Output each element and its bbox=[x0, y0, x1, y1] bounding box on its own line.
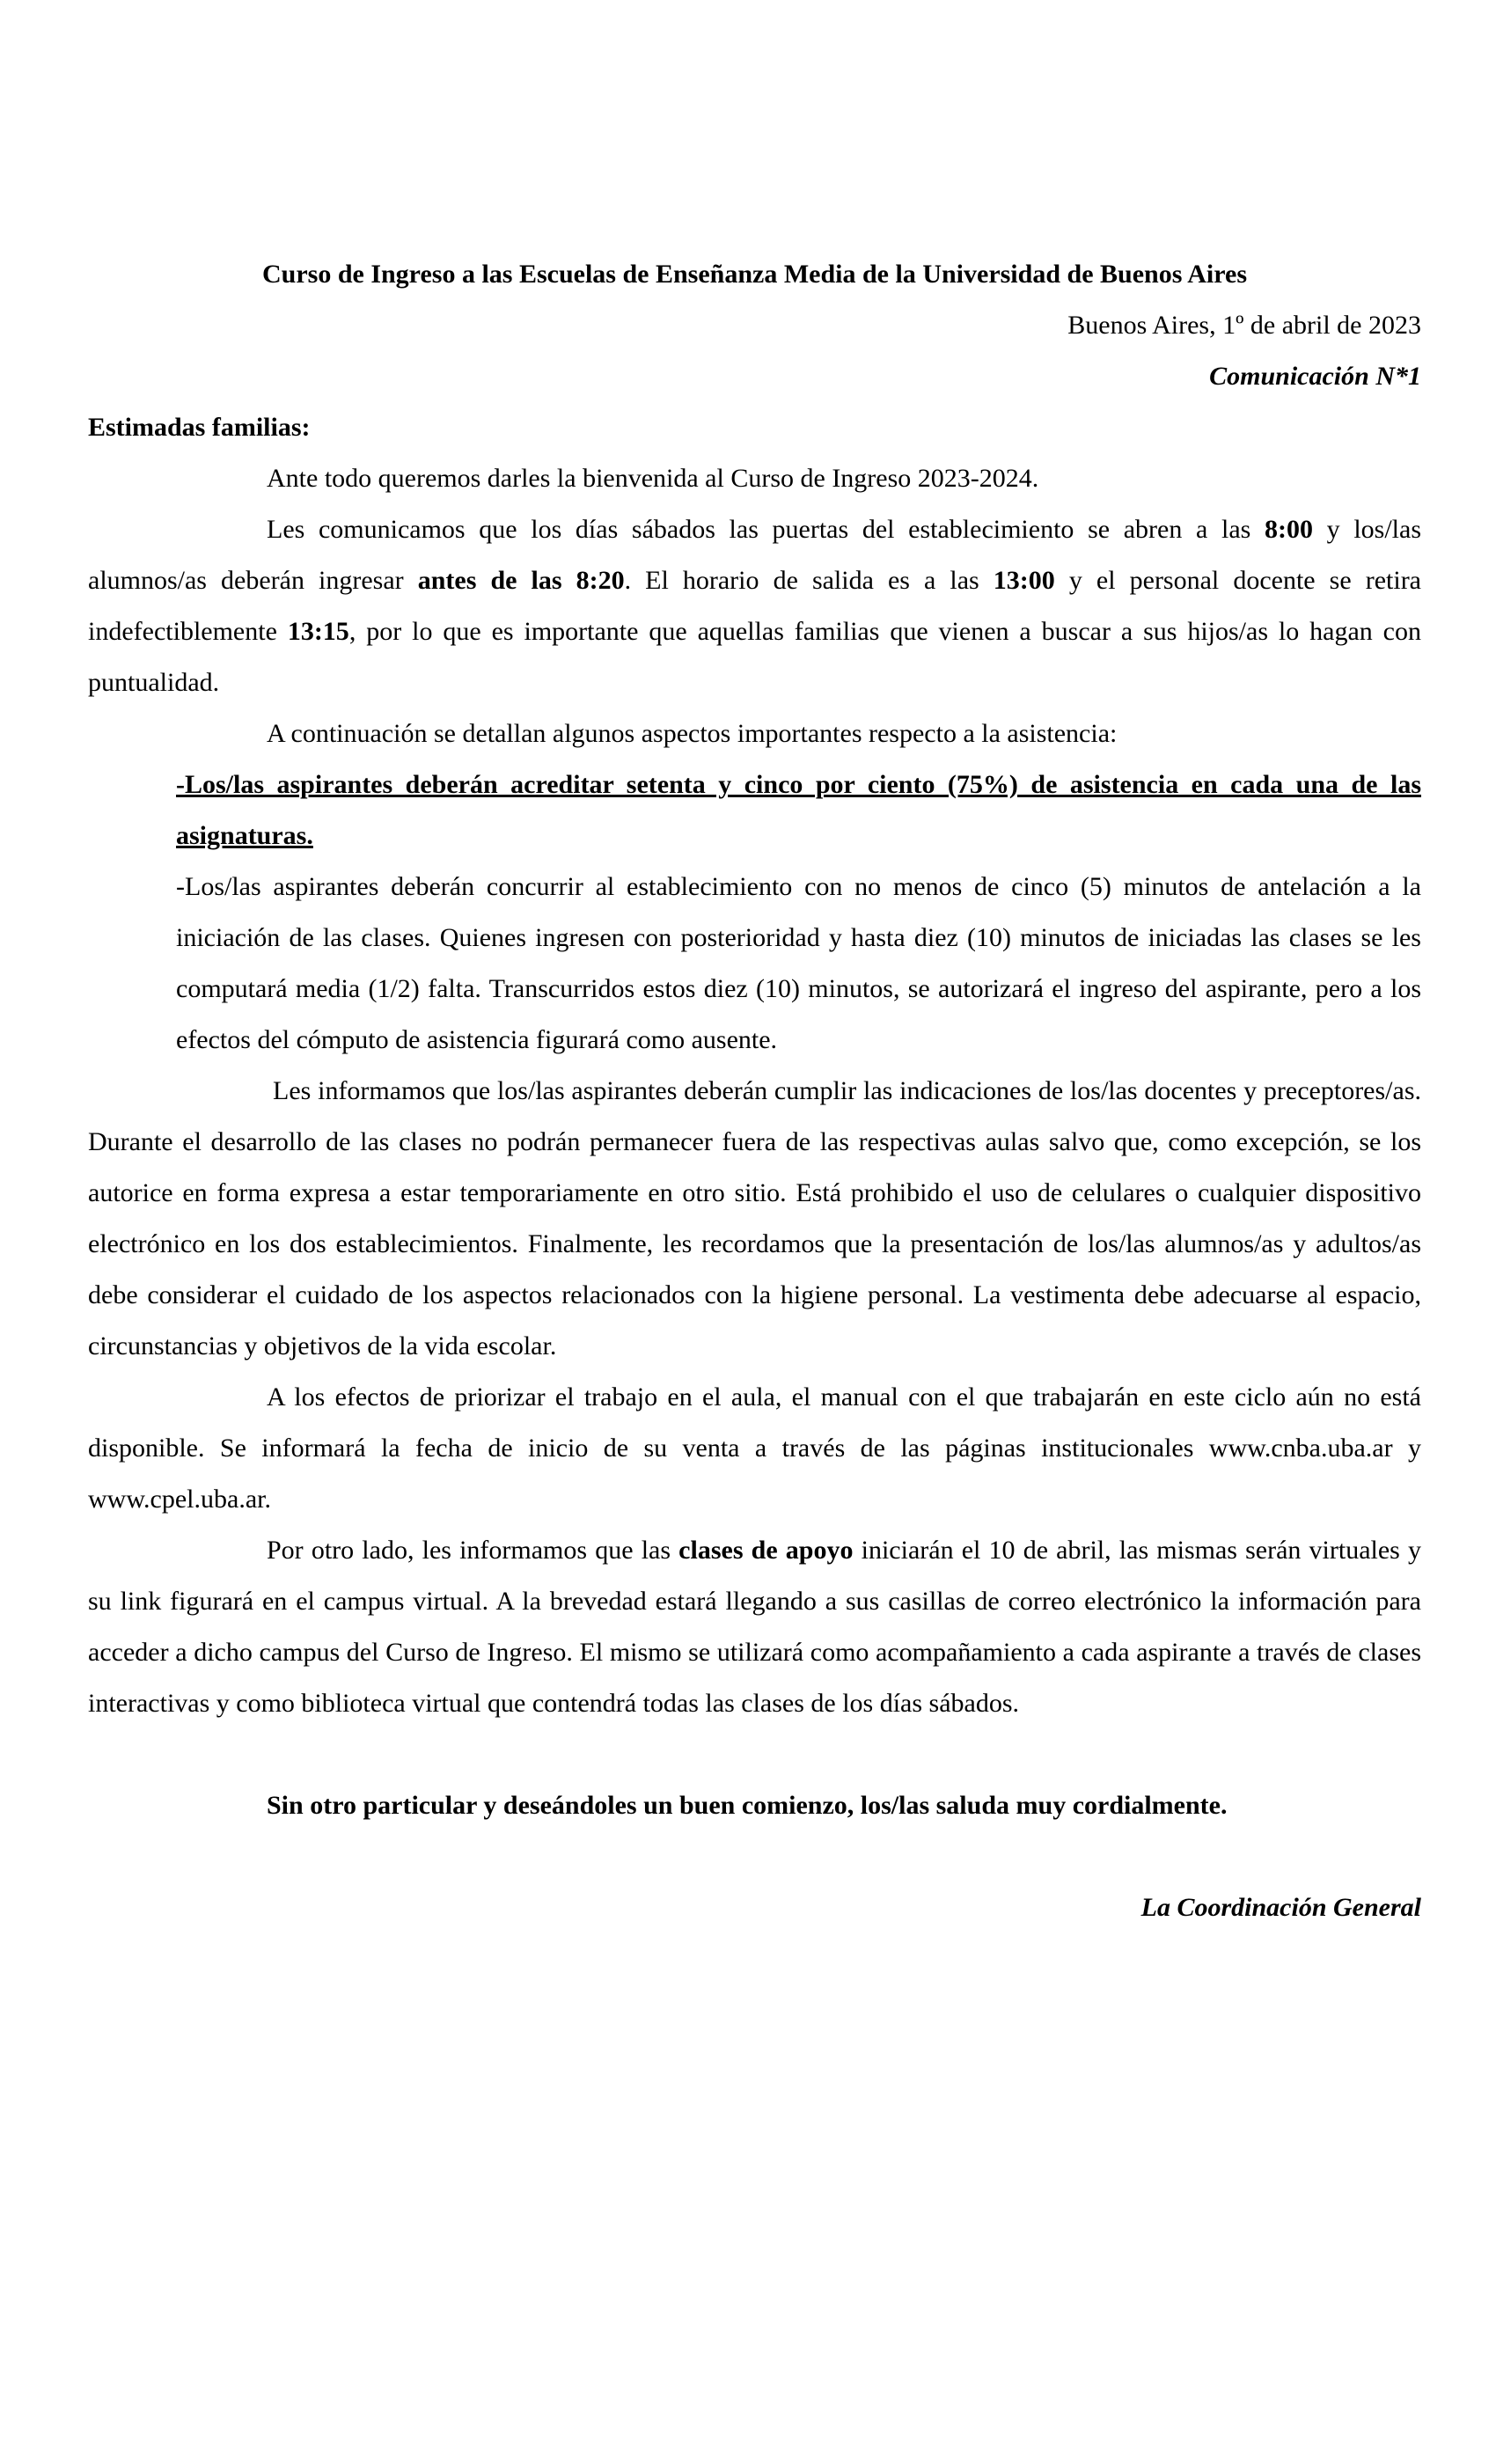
schedule-open-time: 8:00 bbox=[1265, 515, 1313, 544]
schedule-entry-deadline: antes de las 8:20 bbox=[417, 566, 625, 595]
schedule-text-3: . El horario de salida es a las bbox=[624, 566, 994, 595]
schedule-text-2: y los/las alumnos/as deberán ingresar bbox=[88, 515, 1421, 595]
paragraph-manual: A los efectos de priorizar el trabajo en el aula, el manual con el que trabajarán en este ciclo aún no está disponible. Se informará la fecha de inicio de su venta a través de las páginas institucionales www.cnba.uba.ar y www.cpel.uba.ar. bbox=[88, 1382, 1421, 1514]
signature: La Coordinación General bbox=[1140, 1893, 1421, 1922]
schedule-text-5: , por lo que es importante que aquellas familias que vienen a buscar a sus hijos/as lo hagan con puntualidad. bbox=[88, 617, 1421, 697]
paragraph-attendance-intro: A continuación se detallan algunos aspectos importantes respecto a la asistencia: bbox=[267, 719, 1118, 748]
greeting: Estimadas familias: bbox=[88, 413, 311, 442]
support-text-1: Por otro lado, les informamos que las bbox=[267, 1536, 679, 1565]
attendance-rule-1: -Los/las aspirantes deberán acreditar setenta y cinco por ciento (75%) de asistencia en cada una de las asignaturas. bbox=[176, 770, 1421, 850]
support-classes-label: clases de apoyo bbox=[678, 1536, 854, 1565]
document-title: Curso de Ingreso a las Escuelas de Enseñanza Media de la Universidad de Buenos Aires bbox=[261, 260, 1247, 289]
schedule-text-4: y el personal docente se retira indefectiblemente bbox=[88, 566, 1421, 646]
closing-line: Sin otro particular y deseándoles un buen comienzo, los/las saluda muy cordialmente. bbox=[267, 1791, 1228, 1820]
paragraph-welcome: Ante todo queremos darles la bienvenida al Curso de Ingreso 2023-2024. bbox=[267, 464, 1039, 493]
schedule-exit-time: 13:00 bbox=[993, 566, 1055, 595]
schedule-staff-leave-time: 13:15 bbox=[287, 617, 349, 646]
paragraph-support-classes bbox=[88, 1525, 1421, 1729]
schedule-text-1: Les comunicamos que los días sábados las puertas del establecimiento se abren a las bbox=[267, 515, 1265, 544]
paragraph-schedule bbox=[88, 504, 1421, 708]
document-date: Buenos Aires, 1º de abril de 2023 bbox=[1067, 311, 1421, 340]
paragraph-conduct: Les informamos que los/las aspirantes deberán cumplir las indicaciones de los/las docentes y preceptores/as. Durante el desarrollo de las clases no podrán permanecer fuera de las respectivas aulas salvo que, como excepción, se los autorice en forma expresa a estar temporariamente en otro sitio. Está prohibido el uso de celulares o cualquier dispositivo electrónico en los dos establecimientos. Finalmente, les recordamos que la presentación de los/las alumnos/as y adultos/as debe considerar el cuidado de los aspectos relacionados con la higiene personal. La vestimenta debe adecuarse al espacio, circunstancias y objetivos de la vida escolar. bbox=[88, 1076, 1421, 1360]
support-text-2: iniciarán el 10 de abril, las mismas serán virtuales y su link figurará en el campus virtual. A la brevedad estará llegando a sus casillas de correo electrónico la información para acceder a dicho campus del Curso de Ingreso. El mismo se utilizará como acompañamiento a cada aspirante a través de clases interactivas y como biblioteca virtual que contendrá todas las clases de los días sábados. bbox=[88, 1536, 1421, 1718]
attendance-rule-2: -Los/las aspirantes deberán concurrir al establecimiento con no menos de cinco (5) minutos de antelación a la iniciación de las clases. Quienes ingresen con posterioridad y hasta diez (10) minutos de iniciadas las clases se les computará media (1/2) falta. Transcurridos estos diez (10) minutos, se autorizará el ingreso del aspirante, pero a los efectos del cómputo de asistencia figurará como ausente. bbox=[176, 872, 1421, 1054]
communication-number: Comunicación N*1 bbox=[1209, 362, 1421, 391]
